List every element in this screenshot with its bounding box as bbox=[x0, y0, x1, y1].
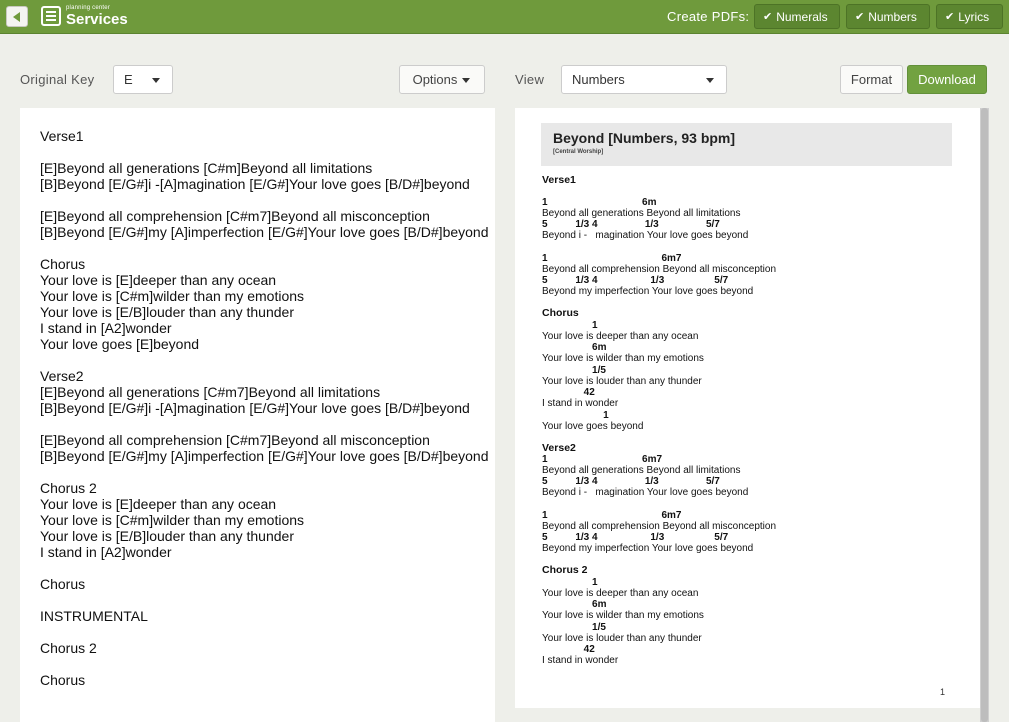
editor-line: Your love is [E/B]louder than any thunder bbox=[40, 528, 294, 544]
editor-line: Chorus bbox=[40, 256, 86, 272]
caret-down-icon bbox=[152, 78, 160, 83]
editor-line: I stand in [A2]wonder bbox=[40, 320, 172, 336]
editor-line: [B]Beyond [E/G#]i -[A]magination [E/G#]Your love goes [B/D#]beyond bbox=[40, 176, 470, 192]
original-key-select[interactable] bbox=[113, 65, 173, 94]
editor-line: [E]Beyond all generations [C#m]Beyond all limitations bbox=[40, 160, 373, 176]
editor-line bbox=[40, 656, 475, 672]
editor-line: Your love is [E]deeper than any ocean bbox=[40, 272, 277, 288]
preview-header bbox=[541, 123, 952, 166]
preview-chord-line: 1 bbox=[542, 410, 609, 421]
preview-lyric-line: Your love is wilder than my emotions bbox=[542, 610, 704, 621]
check-icon: ✔ bbox=[763, 11, 773, 23]
check-icon: ✔ bbox=[855, 11, 865, 23]
format-button[interactable]: Format bbox=[840, 65, 903, 94]
editor-line: [E]Beyond all comprehension [C#m7]Beyond all misconception bbox=[40, 208, 430, 224]
editor-line: Chorus bbox=[40, 576, 86, 592]
caret-down-icon bbox=[706, 78, 714, 83]
options-button[interactable]: Options bbox=[399, 65, 485, 94]
preview-section-heading: Chorus bbox=[542, 307, 579, 319]
pdf-lyrics-button[interactable]: ✔ Lyrics bbox=[936, 4, 1003, 29]
preview-subtitle: [Central Worship] bbox=[553, 149, 604, 155]
editor-line bbox=[40, 352, 475, 368]
preview-lyric-line: I stand in wonder bbox=[542, 655, 619, 666]
editor-line bbox=[40, 560, 475, 576]
preview-lyric-line: I stand in wonder bbox=[542, 398, 619, 409]
logo-small-text: planning center bbox=[66, 5, 111, 11]
editor-line: Your love is [E]deeper than any ocean bbox=[40, 496, 277, 512]
editor-line: [E]Beyond all comprehension [C#m7]Beyond all misconception bbox=[40, 432, 430, 448]
pdf-numerals-button[interactable]: ✔ Numerals bbox=[754, 4, 840, 29]
preview-chord-line: 6m bbox=[542, 599, 607, 610]
editor-line bbox=[40, 144, 475, 160]
preview-lyric-line: Beyond all generations Beyond all limitations bbox=[542, 465, 741, 476]
editor-line: Chorus bbox=[40, 672, 86, 688]
editor-line bbox=[40, 592, 475, 608]
editor-line bbox=[40, 416, 475, 432]
preview-chord-line: 1 bbox=[542, 577, 598, 588]
back-arrow-icon bbox=[13, 12, 20, 22]
editor-line: Verse2 bbox=[40, 368, 84, 384]
editor-line bbox=[40, 240, 475, 256]
preview-chord-line: 1 bbox=[542, 320, 598, 331]
preview-chord-line: 5 1/3 4 1/3 5/7 bbox=[542, 275, 729, 286]
check-icon: ✔ bbox=[945, 11, 955, 23]
create-pdfs-label: Create PDFs: bbox=[667, 9, 750, 24]
view-label: View bbox=[515, 72, 545, 87]
preview-lyric-line: Beyond all comprehension Beyond all misconception bbox=[542, 521, 777, 532]
preview-chord-line: 6m bbox=[542, 342, 607, 353]
preview-chord-line: 5 1/3 4 1/3 5/7 bbox=[542, 219, 720, 230]
preview-chord-line: 1 6m7 bbox=[542, 454, 663, 465]
editor-line: I stand in [A2]wonder bbox=[40, 544, 172, 560]
editor-line: [B]Beyond [E/G#]my [A]imperfection [E/G#]Your love goes [B/D#]beyond bbox=[40, 224, 489, 240]
editor-line: Your love is [E/B]louder than any thunder bbox=[40, 304, 294, 320]
caret-down-icon bbox=[462, 78, 470, 83]
preview-page-number: 1 bbox=[940, 687, 946, 697]
preview-chord-line: 5 1/3 4 1/3 5/7 bbox=[542, 476, 720, 487]
preview-scrollbar-thumb[interactable] bbox=[981, 108, 988, 722]
preview-lyric-line: Your love is louder than any thunder bbox=[542, 633, 702, 644]
services-logo[interactable] bbox=[41, 5, 128, 27]
preview-lyric-line: Your love is wilder than my emotions bbox=[542, 353, 704, 364]
preview-lyric-line: Your love goes beyond bbox=[542, 421, 644, 432]
editor-line: [E]Beyond all generations [C#m7]Beyond all limitations bbox=[40, 384, 381, 400]
chord-chart-editor[interactable] bbox=[20, 108, 495, 722]
preview-section-heading: Verse2 bbox=[542, 442, 576, 454]
preview-lyric-line: Beyond my imperfection Your love goes beyond bbox=[542, 543, 754, 554]
preview-section-heading: Chorus 2 bbox=[542, 564, 588, 576]
preview-lyric-line: Beyond all comprehension Beyond all misconception bbox=[542, 264, 777, 275]
services-document-icon bbox=[41, 6, 61, 26]
editor-line: [B]Beyond [E/G#]my [A]imperfection [E/G#]Your love goes [B/D#]beyond bbox=[40, 448, 489, 464]
editor-line: Verse1 bbox=[40, 128, 84, 144]
preview-lyric-line: Beyond my imperfection Your love goes beyond bbox=[542, 286, 754, 297]
preview-chord-line: 1 6m7 bbox=[542, 253, 682, 264]
logo-big-text: Services bbox=[66, 11, 128, 28]
preview-lyric-line: Beyond i - magination Your love goes beyond bbox=[542, 487, 749, 498]
preview-chord-line: 42 bbox=[542, 644, 595, 655]
preview-lyric-line: Your love is louder than any thunder bbox=[542, 376, 702, 387]
original-key-value: E bbox=[124, 72, 133, 87]
top-bar bbox=[0, 0, 1009, 34]
view-value: Numbers bbox=[572, 72, 625, 87]
editor-line: Your love is [C#m]wilder than my emotions bbox=[40, 512, 305, 528]
preview-chord-line: 1/5 bbox=[542, 622, 606, 633]
editor-line bbox=[40, 192, 475, 208]
preview-lyric-line: Beyond i - magination Your love goes beyond bbox=[542, 230, 749, 241]
pdf-preview-page bbox=[515, 108, 980, 708]
editor-line bbox=[40, 464, 475, 480]
pdf-numbers-button[interactable]: ✔ Numbers bbox=[846, 4, 930, 29]
editor-line: Your love is [C#m]wilder than my emotions bbox=[40, 288, 305, 304]
preview-chord-line: 42 bbox=[542, 387, 595, 398]
editor-line: INSTRUMENTAL bbox=[40, 608, 148, 624]
preview-lyric-line: Beyond all generations Beyond all limitations bbox=[542, 208, 741, 219]
editor-line: Chorus 2 bbox=[40, 480, 97, 496]
editor-line: Chorus 2 bbox=[40, 640, 97, 656]
preview-title: Beyond [Numbers, 93 bpm] bbox=[553, 130, 736, 146]
editor-line: Your love goes [E]beyond bbox=[40, 336, 200, 352]
preview-lyric-line: Your love is deeper than any ocean bbox=[542, 331, 699, 342]
preview-chord-line: 1/5 bbox=[542, 365, 606, 376]
preview-chord-line: 1 6m7 bbox=[542, 510, 682, 521]
editor-line bbox=[40, 624, 475, 640]
editor-line: [B]Beyond [E/G#]i -[A]magination [E/G#]Your love goes [B/D#]beyond bbox=[40, 400, 470, 416]
original-key-label: Original Key bbox=[20, 72, 95, 87]
preview-chord-line: 1 6m bbox=[542, 197, 657, 208]
back-button[interactable] bbox=[6, 6, 28, 27]
download-button[interactable]: Download bbox=[907, 65, 987, 94]
view-select[interactable] bbox=[561, 65, 727, 94]
preview-lyric-line: Your love is deeper than any ocean bbox=[542, 588, 699, 599]
preview-section-heading: Verse1 bbox=[542, 174, 576, 186]
preview-chord-line: 5 1/3 4 1/3 5/7 bbox=[542, 532, 729, 543]
